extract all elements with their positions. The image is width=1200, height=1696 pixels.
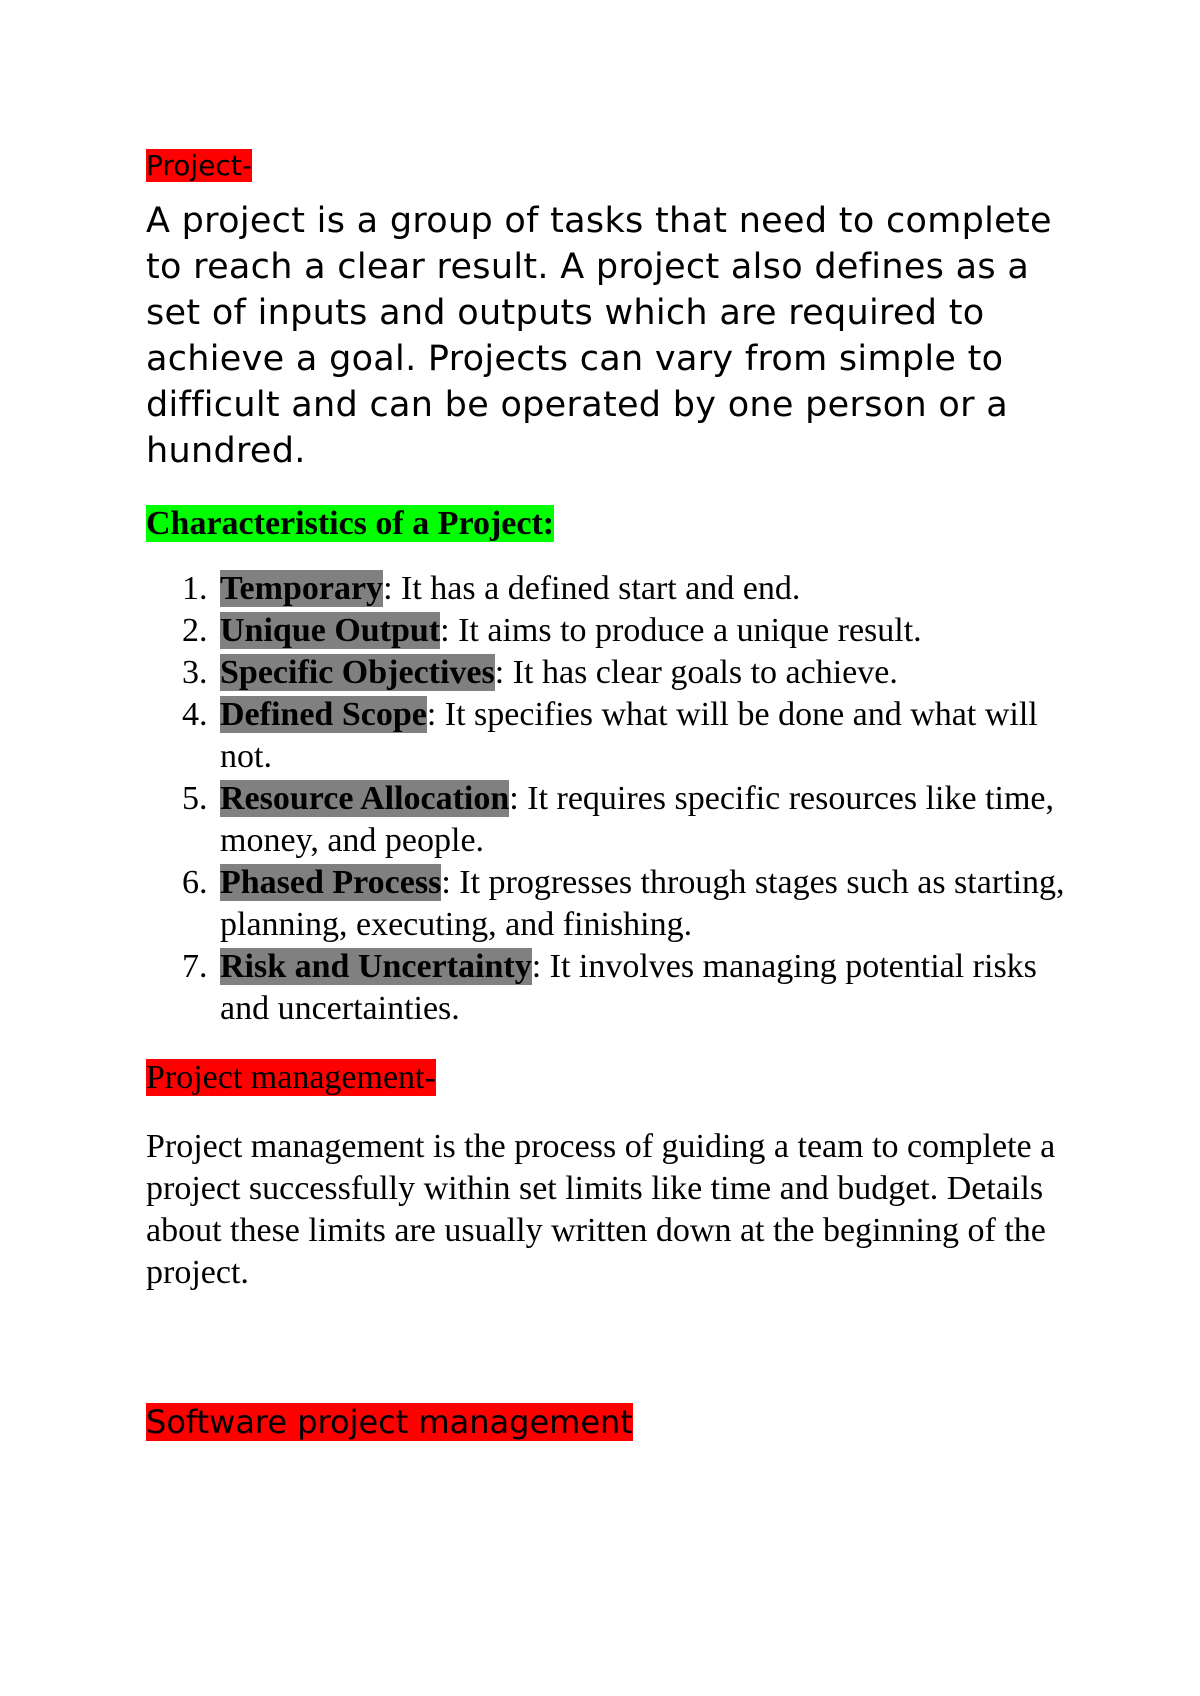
- list-item-number: 6.: [182, 864, 208, 901]
- list-item-number: 3.: [182, 654, 208, 691]
- list-item: [146, 862, 1066, 946]
- heading-project-management: [146, 1056, 1066, 1100]
- list-item-number: 1.: [182, 570, 208, 607]
- list-item: [146, 778, 1066, 862]
- list-item-description: : It aims to produce a unique result.: [440, 612, 922, 649]
- list-item-term: Resource Allocation: [220, 780, 510, 817]
- list-item-description: : It progresses through stages such as starting, planning, executing, and finishing.: [220, 864, 1065, 943]
- list-item-term: Defined Scope: [220, 696, 427, 733]
- list-item-term: Risk and Uncertainty: [220, 948, 532, 985]
- list-item: [146, 652, 1066, 694]
- heading-software-project-management: [146, 1400, 1066, 1444]
- list-item-term: Specific Objectives: [220, 654, 495, 691]
- list-item-description: : It specifies what will be done and what will not.: [220, 696, 1038, 775]
- list-item-number: 4.: [182, 696, 208, 733]
- heading-software-project-management-text: Software project management: [146, 1403, 633, 1441]
- heading-project: [146, 146, 1066, 186]
- document-content: [146, 146, 1066, 1444]
- list-item: [146, 568, 1066, 610]
- list-item: [146, 946, 1066, 1030]
- list-item-description: : It requires specific resources like time, money, and people.: [220, 780, 1055, 859]
- list-item-term: Unique Output: [220, 612, 441, 649]
- list-item-description: : It has a defined start and end.: [383, 570, 801, 607]
- characteristics-list: [146, 568, 1066, 1030]
- list-item: [146, 694, 1066, 778]
- heading-characteristics: [146, 502, 1066, 546]
- list-item-term: Temporary: [220, 570, 384, 607]
- heading-project-management-text: Project management-: [146, 1059, 436, 1096]
- heading-characteristics-text: Characteristics of a Project:: [146, 505, 555, 542]
- list-item-number: 5.: [182, 780, 208, 817]
- list-item-term: Phased Process: [220, 864, 442, 901]
- heading-project-text: Project-: [146, 149, 252, 182]
- list-item: [146, 610, 1066, 652]
- list-item-description: : It involves managing potential risks and uncertainties.: [220, 948, 1037, 1027]
- list-item-number: 7.: [182, 948, 208, 985]
- list-item-number: 2.: [182, 612, 208, 649]
- list-item-description: : It has clear goals to achieve.: [494, 654, 898, 691]
- project-definition-paragraph: A project is a group of tasks that need to complete to reach a clear result. A project also defines as a set of inputs and outputs which are required to achieve a goal. Projects can vary from simple to difficult and can be operated by one person or a hundred.: [146, 201, 1052, 471]
- project-management-paragraph: Project management is the process of guiding a team to complete a project successfully within set limits like time and budget. Details about these limits are usually written down at the beginning of the project.: [146, 1128, 1056, 1291]
